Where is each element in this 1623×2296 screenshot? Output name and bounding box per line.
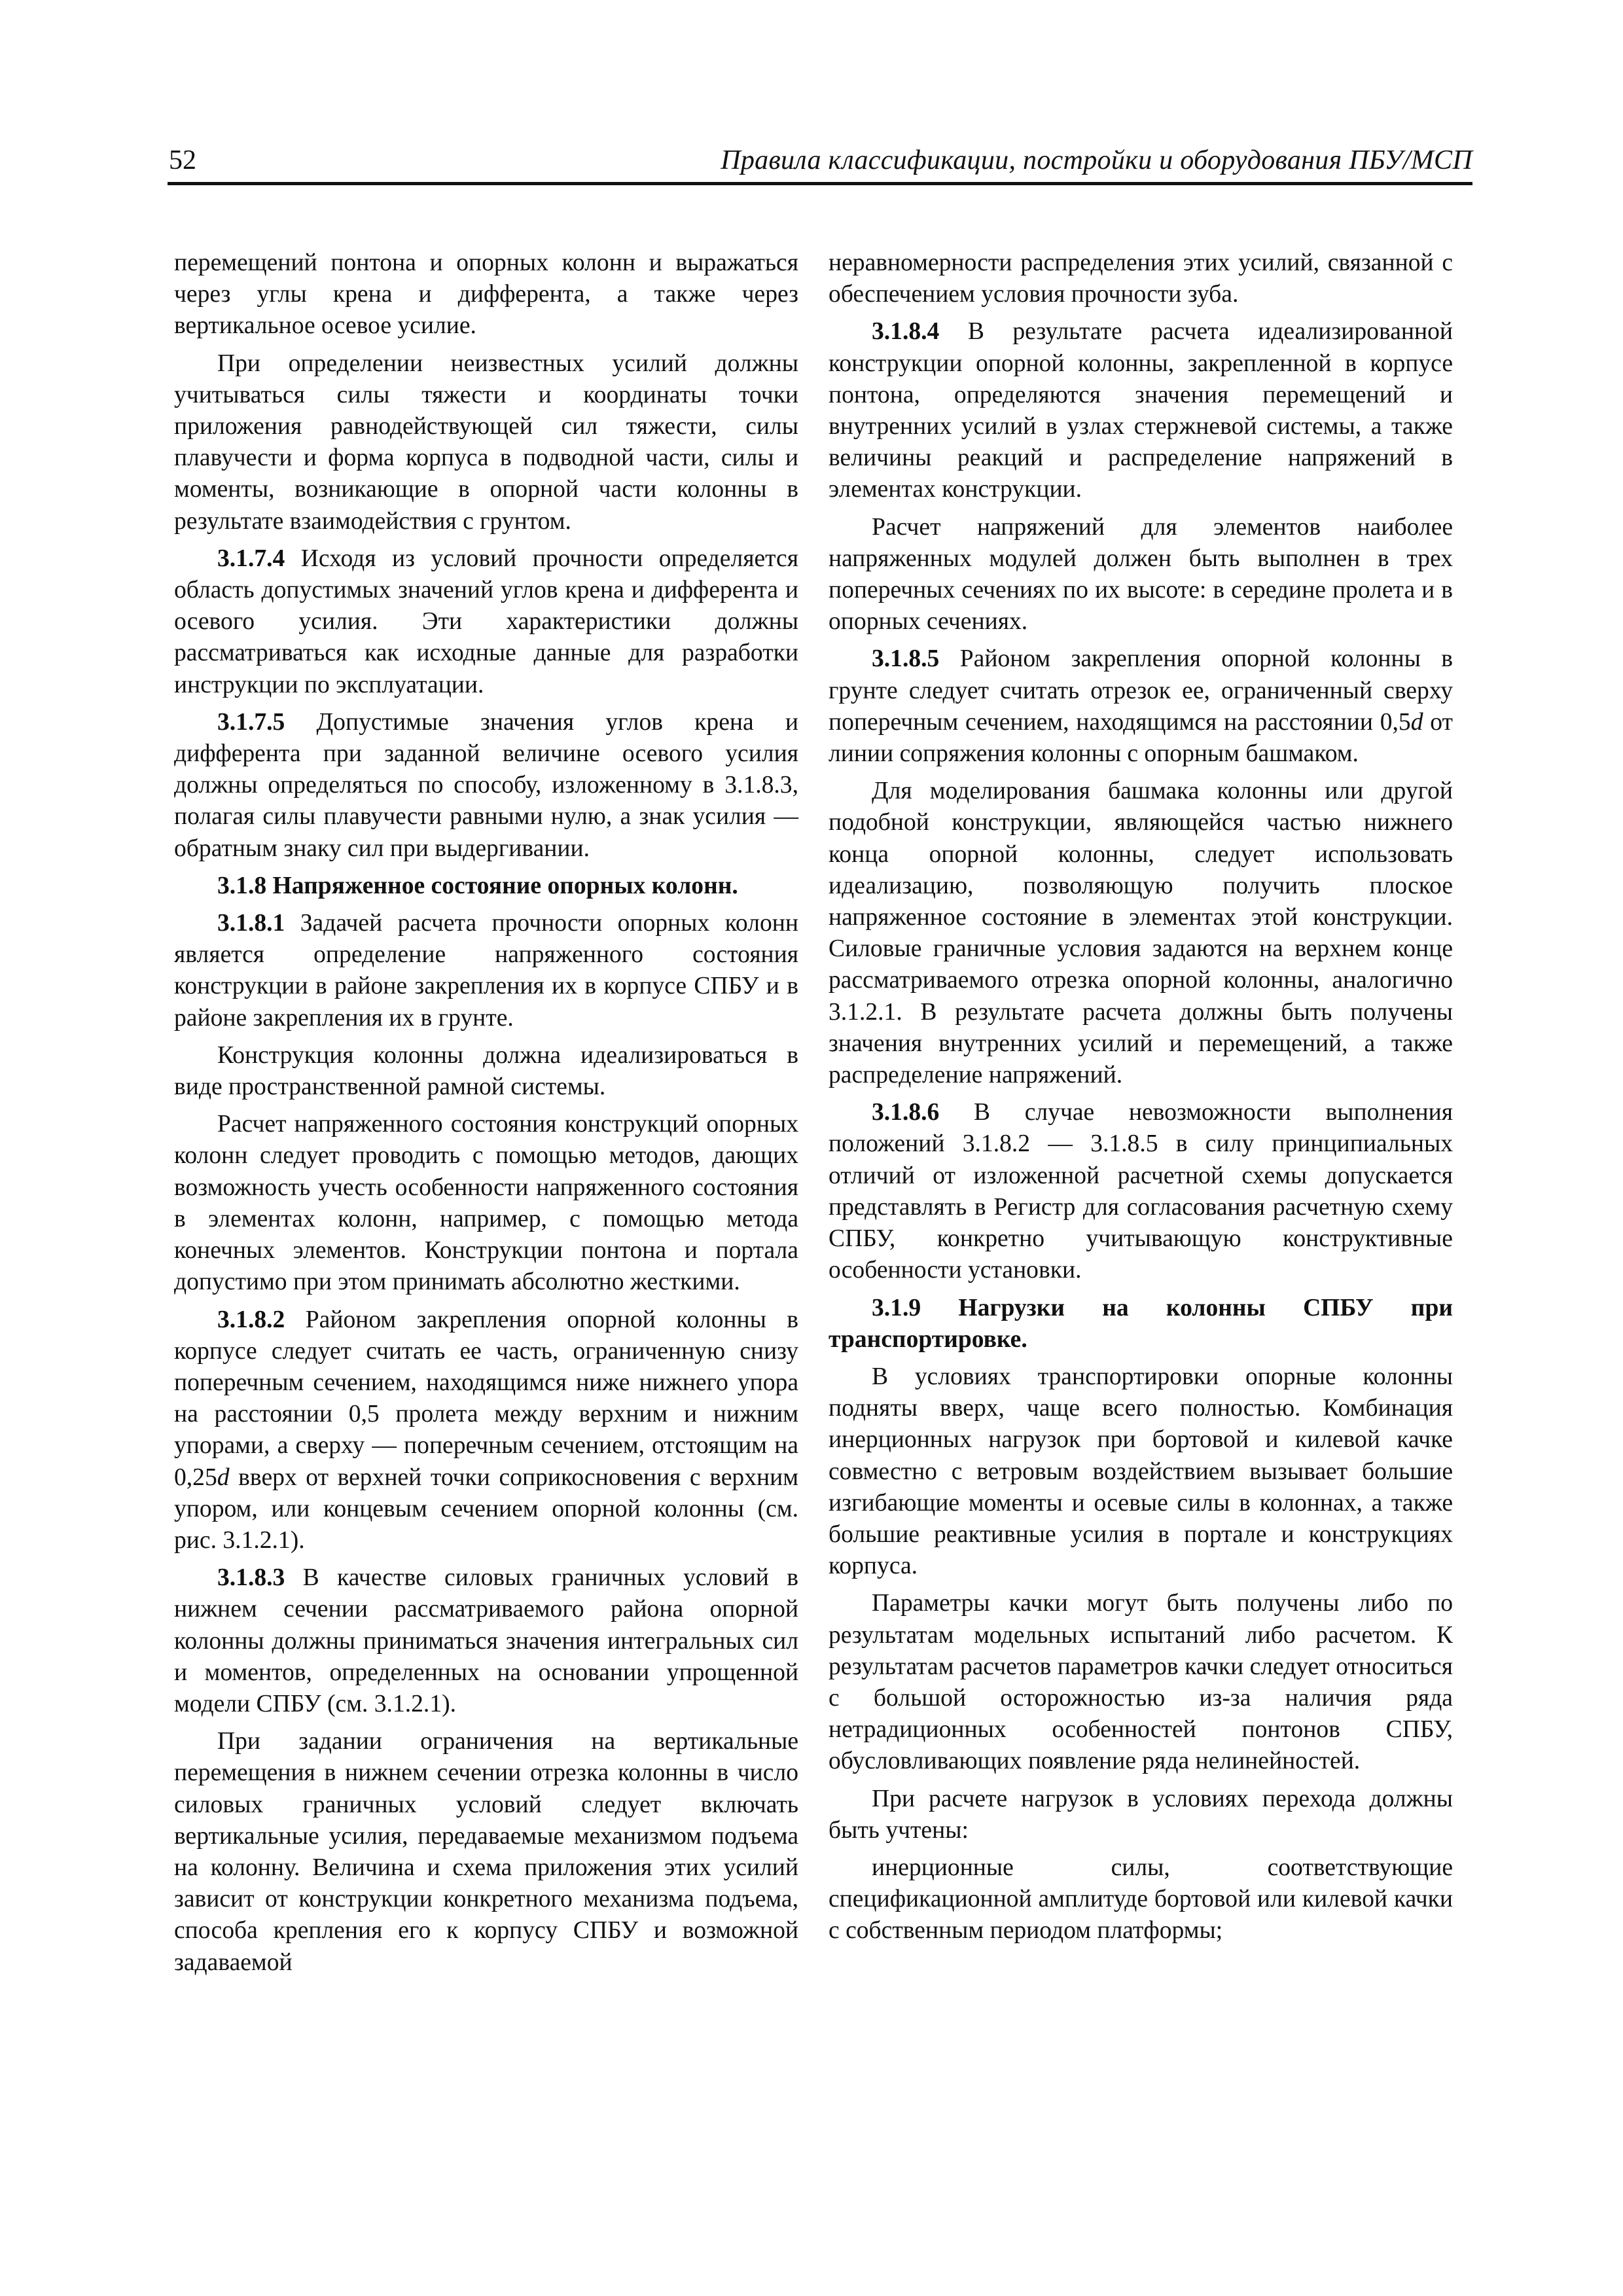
- clause-3-1-8-5: 3.1.8.5 Районом закрепления опорной колонны в грунте следует считать отрезок ее, ограниченный сверху поперечным сечением, находящимся на расстоянии 0,5d от линии сопряжения колонны с опорным башмаком.: [829, 645, 1453, 768]
- page-number: 52: [169, 145, 196, 175]
- clause-number: 3.1.7.5: [217, 708, 285, 736]
- paragraph: В условиях транспортировки опорные колонны подняты вверх, чаще всего полностью. Комбинация инерционных нагрузок при бортовой и килевой качке совместно с ветровым воздействием вызывает большие изгибающие моменты и осевые силы в колоннах, а также большие реактивные усилия в портале и конструкциях корпуса.: [829, 1363, 1453, 1580]
- running-title: Правила классификации, постройки и оборудования ПБУ/МСП: [721, 145, 1472, 175]
- clause-number: 3.1.8.5: [872, 645, 940, 673]
- paragraph: При определении неизвестных усилий должны учитываться силы тяжести и координаты точки приложения равнодействующей сил тяжести, силы плавучести и форма корпуса в подводной части, силы и моменты, возникающие в опорной части колонны в результате взаимодействия с грунтом.: [174, 350, 798, 535]
- clause-number: 3.1.8.4: [872, 318, 940, 346]
- paragraph: Расчет напряжений для элементов наиболее напряженных модулей должен быть выполнен в трех поперечных сечениях по их высоте: в середине пролета и в опорных сечениях.: [829, 513, 1453, 636]
- paragraph: Расчет напряженного состояния конструкций опорных колонн следует проводить с помощью методов, дающих возможность учесть особенности напряженного состояния в элементах колонн, например, с помощью метода конечных элементов. Конструкции понтона и портала допустимо при этом принимать абсолютно жесткими.: [174, 1111, 798, 1296]
- section-heading-3-1-8: 3.1.8 Напряженное состояние опорных колонн.: [217, 872, 738, 899]
- section-heading-3-1-9: 3.1.9 Нагрузки на колонны СПБУ при транспортировке.: [829, 1294, 1453, 1353]
- clause-3-1-8-6: 3.1.8.6 В случае невозможности выполнения положений 3.1.8.2 — 3.1.8.5 в силу принципиальных отличий от изложенной расчетной схемы допускается представлять в Регистр для согласования расчетную схему СПБУ, конкретно учитывающую конструктивные особенности установки.: [829, 1099, 1453, 1284]
- clause-3-1-8-4: 3.1.8.4 В результате расчета идеализированной конструкции опорной колонны, закрепленной в корпусе понтона, определяются значения перемещений и внутренних усилий в узлах стержневой системы, а также величины реакций и распределение напряжений в элементах конструкции.: [829, 318, 1453, 503]
- page-header: [168, 140, 1472, 185]
- paragraph: Параметры качки могут быть получены либо по результатам модельных испытаний либо расчетом. К результатам расчетов параметров качки следует относиться с большой осторожностью из-за наличия ряда нетрадиционных особенностей понтонов СПБУ, обусловливающих появление ряда нелинейностей.: [829, 1590, 1453, 1775]
- clause-3-1-8-2: 3.1.8.2 Районом закрепления опорной колонны в корпусе следует считать ее часть, ограниченную снизу поперечным сечением, находящимся ниже нижнего упора на расстоянии 0,5 пролета между верхним и нижним упорами, а сверху — поперечным сечением, отстоящим на 0,25d вверх от верхней точки соприкосновения с верхним упором, или концевым сечением опорной колонны (см. рис. 3.1.2.1).: [174, 1306, 798, 1554]
- paragraph: При расчете нагрузок в условиях перехода должны быть учтены:: [829, 1785, 1453, 1844]
- paragraph: Конструкция колонны должна идеализироваться в виде пространственной рамной системы.: [174, 1041, 798, 1101]
- clause-3-1-8-1: 3.1.8.1 Задачей расчета прочности опорных колонн является определение напряженного состояния конструкции в районе закрепления их в корпусе СПБУ и в районе закрепления их в грунте.: [174, 910, 798, 1031]
- paragraph: При задании ограничения на вертикальные перемещения в нижнем сечении отрезка колонны в число силовых граничных условий следует включать вертикальные усилия, передаваемые механизмом подъема на колонну. Величина и схема приложения этих усилий зависит от конструкции конкретного механизма подъема, способа крепления его к корпусу СПБУ и возможной задаваемой: [174, 1728, 798, 1976]
- left-column: [174, 247, 798, 1984]
- clause-number: 3.1.8.1: [217, 910, 285, 937]
- clause-number: 3.1.8.2: [217, 1306, 285, 1333]
- list-item: инерционные силы, соответствующие спецификационной амплитуде бортовой или килевой качки с собственным периодом платформы;: [829, 1854, 1453, 1945]
- clause-3-1-7-4: 3.1.7.4 Исходя из условий прочности определяется область допустимых значений углов крена и дифферента и осевого усилия. Эти характеристики должны рассматриваться как исходные данные для разработки инструкции по эксплуатации.: [174, 545, 799, 698]
- paragraph: перемещений понтона и опорных колонн и выражаться через углы крена и дифферента, а также через вертикальное осевое усилие.: [174, 249, 798, 340]
- paragraph: неравномерности распределения этих усилий, связанной с обеспечением условия прочности зуба.: [829, 249, 1453, 308]
- clause-number: 3.1.7.4: [217, 545, 285, 572]
- clause-number: 3.1.8.3: [217, 1564, 285, 1592]
- clause-3-1-8-3: 3.1.8.3 В качестве силовых граничных условий в нижнем сечении рассматриваемого района опорной колонны должны приниматься значения интегральных сил и моментов, определенных на основании упрощенной модели СПБУ (см. 3.1.2.1).: [174, 1564, 798, 1717]
- clause-3-1-7-5: 3.1.7.5 Допустимые значения углов крена и дифферента при заданной величине осевого усилия должны определяться по способу, изложенному в 3.1.8.3, полагая силы плавучести равными нулю, а знак усилия — обратным знаку сил при выдергивании.: [174, 708, 798, 862]
- right-column: [829, 247, 1453, 1953]
- paragraph: Для моделирования башмака колонны или другой подобной конструкции, являющейся частью нижнего конца опорной колонны, следует использовать идеализацию, позволяющую получить плоское напряженное состояние в элементах этой конструкции. Силовые граничные условия задаются на верхнем конце рассматриваемого отрезка опорной колонны, аналогично 3.1.2.1. В результате расчета должны быть получены значения внутренних усилий и перемещений, а также распределение напряжений.: [829, 778, 1453, 1089]
- clause-number: 3.1.8.6: [872, 1099, 940, 1126]
